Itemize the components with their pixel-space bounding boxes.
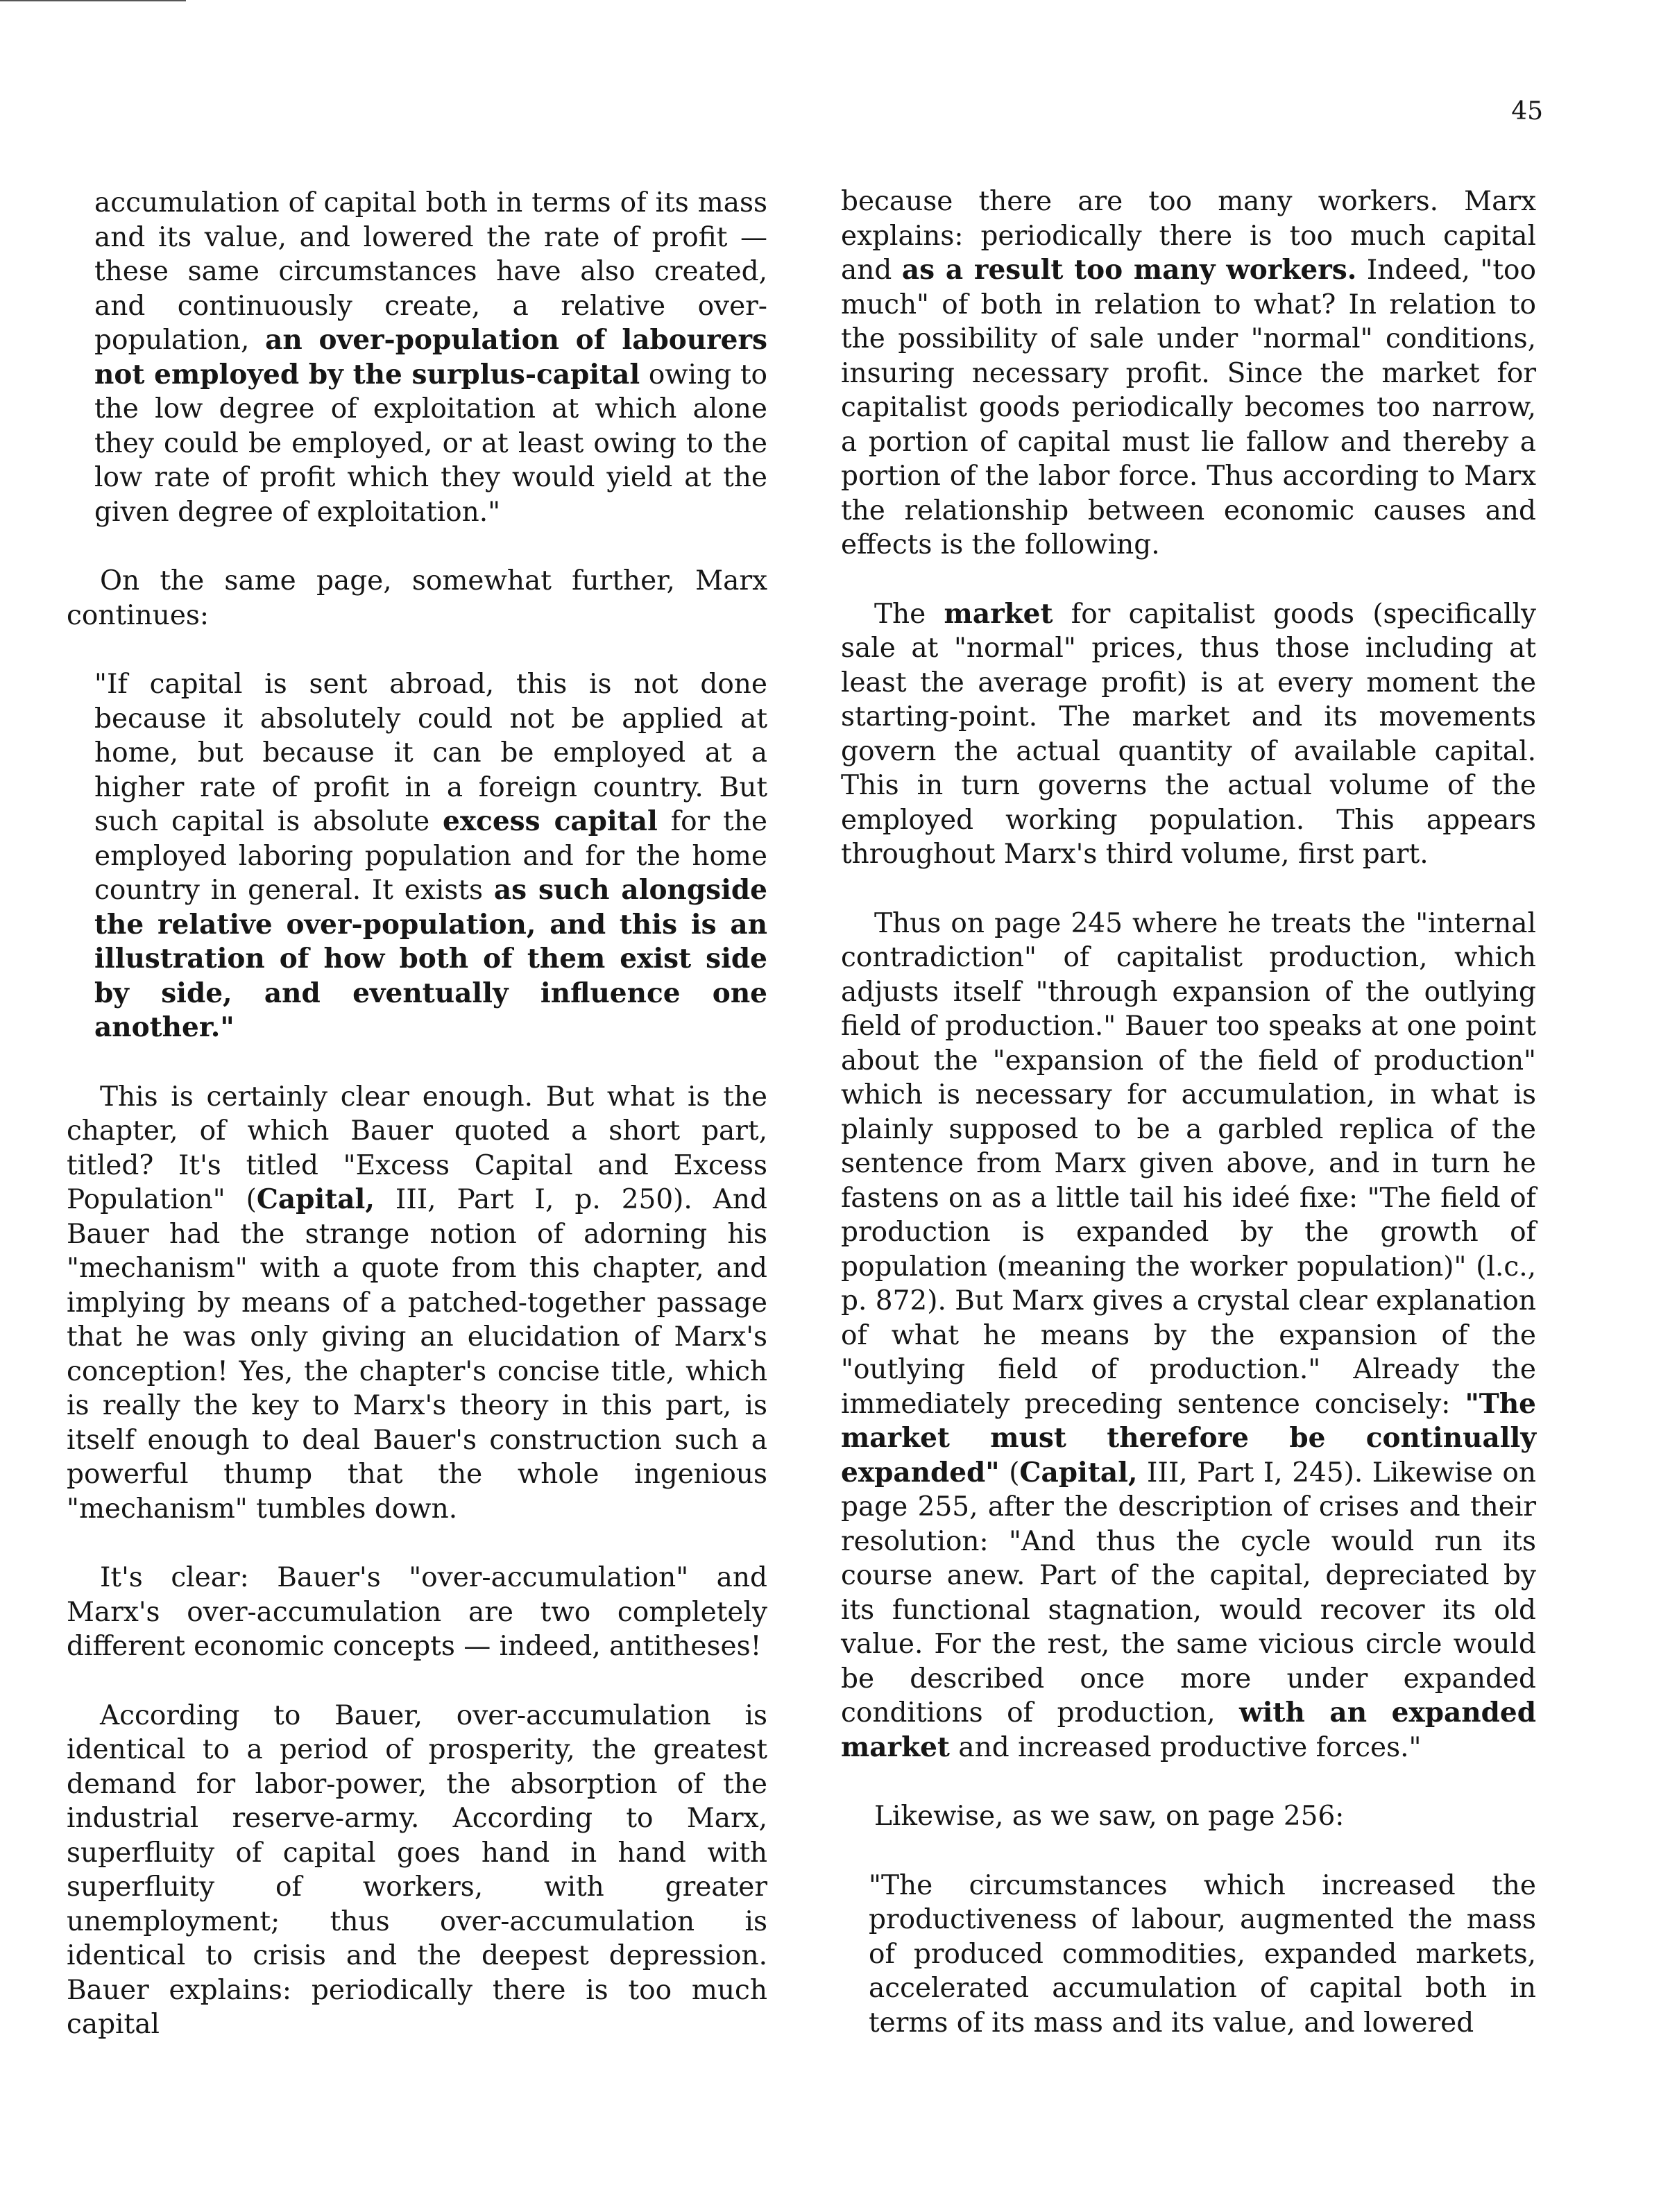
paragraph-text: because there are too many workers. Marx explains: periodically there is too much capital and: [841, 186, 1536, 286]
quote-text: for the employed laboring population and for the home country in general. It exists: [94, 806, 767, 906]
paragraph: [841, 597, 1536, 872]
right-column: [841, 185, 1536, 2040]
paragraph-text: The: [874, 598, 944, 630]
block-quote: "The circumstances which increased the productiveness of labour, augmented the mass of produced commodities, expanded markets, accelerated accumulation of capital both in terms of its mass and its value, and lowered: [869, 1869, 1536, 2039]
page-number: 45: [1511, 97, 1543, 126]
paragraph-text: and increased productive forces.": [949, 1731, 1422, 1763]
paragraph: [67, 1080, 767, 1527]
paragraph: Likewise, as we saw, on page 256:: [874, 1801, 1345, 1832]
emphasis: with an expanded market: [841, 1697, 1536, 1763]
top-rule: [0, 0, 186, 1]
paragraph-text: (: [999, 1457, 1020, 1489]
paragraph: It's clear: Bauer's "over-accumulation" and Marx's over-accumulation are two completely different economic concepts — indeed, antitheses!: [67, 1562, 767, 1662]
book-title: Capital,: [1019, 1456, 1138, 1489]
quote-text: "If capital is sent abroad, this is not done because it absolutely could not be applied at home, but because it can be employed at a higher rate of profit in a foreign country. But such capital is absolute: [94, 669, 767, 837]
paragraph-text: Indeed, "too much" of both in relation to what? In relation to the possibility of sale under "normal" conditions, insuring necessary profit. Since the market for capitalist goods periodically becomes too narrow, a portion of capital must lie fallow and thereby a portion of the labor force. Thus according to Marx the relationship between economic causes and effects is the following.: [841, 255, 1536, 560]
paragraph-text: III, Part I, p. 250). And Bauer had the strange notion of adorning his "mechanism" with a quote from this chapter, and implying by means of a patched-together passage that he was only giving an elucidation of Marx's conception! Yes, the chapter's concise title, which is really the key to Marx's theory in this part, is itself enough to deal Bauer's construction such a powerful thump that the whole ingenious "mechanism" tumbles down.: [67, 1184, 767, 1525]
quote-text: owing to the low degree of exploitation at which alone they could be employed, or at least owing to the low rate of profit which they would yield at the given degree of exploitation.": [94, 359, 768, 528]
block-quote: [67, 667, 767, 1045]
paragraph-text: III, Part I, 245). Likewise on page 255, after the description of crises and their resolution: "And thus the cycle would run its course anew. Part of the capital, depreciated by its functional stagnation, would recover its old value. For the rest, the same vicious circle would be described once more under expanded conditions of production,: [841, 1457, 1536, 1729]
paragraph-continuation: [841, 185, 1536, 563]
paragraph-text: for capitalist goods (specifically sale at "normal" prices, thus those including at least the average profit) is at every moment the starting-point. The market and its movements govern the actual quantity of available capital. This in turn governs the actual volume of the employed working population. This appears throughout Marx's third volume, first part.: [841, 598, 1536, 870]
quote-emphasis: an over-population of labourers not employed by the surplus-capital: [94, 324, 767, 391]
quote-text: accumulation of capital both in terms of its mass and its value, and lowered the rate of profit — these same circumstances have also created, and continuously create, a relative over-population,: [94, 187, 767, 356]
quote-continuation: [67, 186, 767, 529]
paragraph: According to Bauer, over-accumulation is identical to a period of prosperity, the greatest demand for labor-power, the absorption of the industrial reserve-army. According to Marx, superfluity of capital goes hand in hand with superfluity of workers, with greater unemployment; thus over-accumulation is identical to crisis and the deepest depression. Bauer explains: periodically there is too much capital: [67, 1699, 767, 2040]
paragraph: On the same page, somewhat further, Marx continues:: [67, 565, 767, 631]
left-column: [67, 186, 767, 2042]
book-title: Capital,: [256, 1183, 375, 1215]
quote-emphasis: as such alongside the relative over-population, and this is an illustration of how both of them exist side by side, and eventually influence one another.": [94, 874, 767, 1043]
quote-emphasis: excess capital: [443, 805, 658, 837]
paragraph-text: Thus on page 245 where he treats the "internal contradiction" of capitalist production, which adjusts itself "through expansion of the outlying field of production." Bauer too speaks at one point about the "expansion of the field of production" which is necessary for accumulation, in what is plainly supposed to be a garbled replica of the sentence from Marx given above, and in turn he fastens on as a little tail his ideé fixe: "The field of production is expanded by the growth of population (meaning the worker population)" (l.c., p. 872). But Marx gives a crystal clear explanation of what he means by the expansion of the "outlying field of production." Already the immediately preceding sentence concisely:: [841, 907, 1536, 1420]
emphasis: "The market must therefore be continually expanded": [841, 1387, 1536, 1489]
emphasis: market: [944, 597, 1053, 630]
paragraph: [841, 907, 1536, 1765]
emphasis: as a result too many workers.: [901, 254, 1357, 286]
paragraph-text: This is certainly clear enough. But what is the chapter, of which Bauer quoted a short part, titled? It's titled "Excess Capital and Excess Population" (: [67, 1081, 767, 1215]
